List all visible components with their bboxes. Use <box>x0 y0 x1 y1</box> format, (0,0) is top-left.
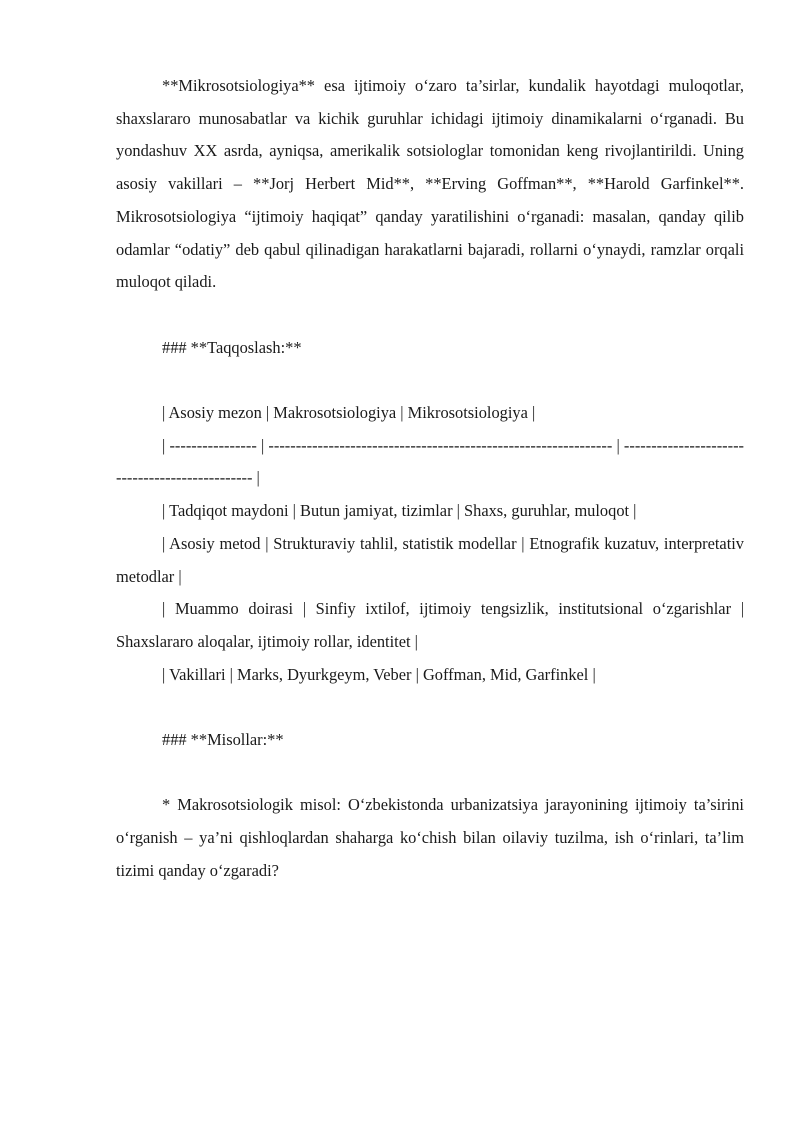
table-row-muammo-doirasi: | Muammo doirasi | Sinfiy ixtilof, ijtimoiy tengsizlik, institutsional o‘zgarishlar | Shaxslararo aloqalar, ijtimoiy rollar, identitet | <box>116 599 744 651</box>
table-row-header: | Asosiy mezon | Makrosotsiologiya | Mikrosotsiologiya | <box>162 403 536 422</box>
table-row-tadqiqot-maydoni: | Tadqiqot maydoni | Butun jamiyat, tizimlar | Shaxs, guruhlar, muloqot | <box>162 501 637 521</box>
heading-misollar: ### **Misollar:** <box>162 730 284 750</box>
table-row-vakillari: | Vakillari | Marks, Dyurkgeym, Veber | Goffman, Mid, Garfinkel | <box>162 664 596 684</box>
spacer <box>116 691 744 724</box>
heading-taqqoslash: ### **Taqqoslash:** <box>162 337 302 357</box>
intro-paragraph: **Mikrosotsiologiya** esa ijtimoiy o‘zaro ta’sirlar, kundalik hayotdagi muloqotlar, shaxslararo munosabatlar va kichik guruhlar ichidagi ijtimoiy dinamikalarni o‘rganadi. Bu yondashuv XX asrda, ayniqsa, amerikalik sotsiologlar tomonidan keng rivojlantirildi. Uning asosiy vakillari – **Jorj Herbert Mid**, **Erving Goffman**, **Harold Garfinkel**. Mikrosotsiologiya “ijtimoiy haqiqat” qanday yaratilishini o‘rganadi: masalan, qanday qilib odamlar “odatiy” deb qabul qilinadigan harakatlarni bajaradi, rollarni o‘ynaydi, ramzlar orqali muloqot qiladi. <box>116 76 744 292</box>
table-row-asosiy-metod: | Asosiy metod | Strukturaviy tahlil, statistik modellar | Etnografik kuzatuv, interpretativ metodlar | <box>116 533 744 586</box>
spacer <box>116 364 744 397</box>
example-item: * Makrosotsiologik misol: O‘zbekistonda urbanizatsiya jarayonining ijtimoiy ta’sirini o‘rganish – ya’ni qishloqlardan shaharga ko‘chish bilan oilaviy tuzilma, ish o‘rinlari, ta’lim tizimi qanday o‘zgaradi? <box>116 795 744 880</box>
spacer <box>116 299 744 332</box>
table-row-separator: | ---------------- | --------------------------------------------------------------- | ----------------------------------------------- | <box>116 435 744 488</box>
spacer <box>116 757 744 790</box>
document-page <box>116 70 744 888</box>
